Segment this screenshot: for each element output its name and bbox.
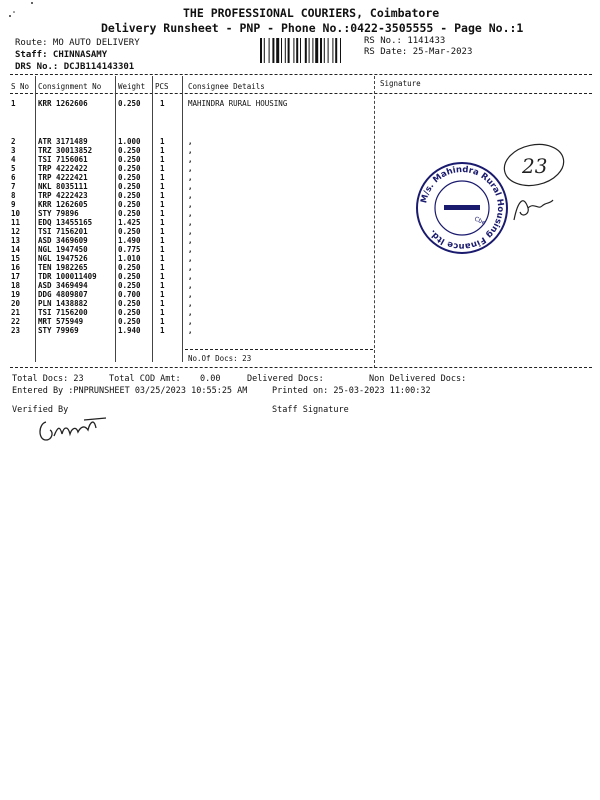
row-consignment: DDG 4809807	[38, 290, 88, 299]
barcode	[260, 38, 358, 63]
barcode-bar	[293, 38, 294, 63]
barcode-bar	[300, 38, 301, 63]
row-sno: 23	[11, 326, 21, 335]
row-consignee: ,	[188, 299, 193, 308]
column-header-pcs: PCS	[155, 82, 169, 91]
barcode-bar	[340, 38, 341, 63]
row-sno: 14	[11, 245, 21, 254]
table-bottom-divider	[10, 367, 592, 368]
total-cod-label: Total COD Amt:	[109, 374, 181, 384]
row-weight: 0.250	[118, 164, 141, 173]
row-pcs: 1	[160, 99, 165, 108]
rs-number: RS No.: 1141433	[364, 36, 446, 46]
row-consignment: ASD 3469494	[38, 281, 88, 290]
row-weight: 0.250	[118, 308, 141, 317]
row-consignee: ,	[188, 290, 193, 299]
row-consignment: TRP 4222421	[38, 173, 88, 182]
row-pcs: 1	[160, 272, 165, 281]
row-weight: 0.250	[118, 263, 141, 272]
row-sno: 20	[11, 299, 21, 308]
row-weight: 0.250	[118, 146, 141, 155]
row-weight: 0.250	[118, 299, 141, 308]
verified-by-label: Verified By	[12, 405, 69, 415]
verifier-signature	[36, 414, 110, 444]
table-row	[0, 299, 600, 307]
table-header-divider	[10, 93, 592, 94]
staff-label: Staff: CHINNASAMY	[15, 50, 108, 60]
table-row	[0, 281, 600, 289]
row-pcs: 1	[160, 146, 165, 155]
drs-number: DRS No.: DCJB114143301	[15, 62, 135, 72]
row-pcs: 1	[160, 326, 165, 335]
row-consignee: ,	[188, 263, 193, 272]
row-consignment: NGL 1947450	[38, 245, 88, 254]
row-consignment: ATR 3171489	[38, 137, 88, 146]
row-consignment: NKL 8035111	[38, 182, 88, 191]
column-header-consignment: Consignment No	[38, 82, 102, 91]
row-weight: 1.940	[118, 326, 141, 335]
delivered-docs: Delivered Docs:	[247, 374, 324, 384]
barcode-bar	[328, 38, 329, 63]
row-sno: 12	[11, 227, 21, 236]
scan-specks	[4, 0, 34, 20]
receiver-signature	[510, 190, 555, 225]
row-pcs: 1	[160, 191, 165, 200]
table-row	[0, 272, 600, 280]
row-consignment: TDR 100011409	[38, 272, 97, 281]
row-sno: 19	[11, 290, 21, 299]
barcode-bar	[315, 38, 318, 63]
total-cod-value: 0.00	[200, 374, 221, 384]
row-pcs: 1	[160, 218, 165, 227]
row-sno: 13	[11, 236, 21, 245]
barcode-bar	[269, 38, 270, 63]
barcode-bar	[309, 38, 310, 63]
row-sno: 8	[11, 191, 16, 200]
row-weight: 0.250	[118, 173, 141, 182]
row-weight: 0.250	[118, 227, 141, 236]
row-pcs: 1	[160, 155, 165, 164]
barcode-bar	[264, 38, 265, 63]
row-consignee: ,	[188, 173, 193, 182]
row-pcs: 1	[160, 281, 165, 290]
row-pcs: 1	[160, 137, 165, 146]
column-header-sno: S No	[11, 82, 30, 91]
row-consignment: TRP 4222423	[38, 191, 88, 200]
table-row	[0, 308, 600, 316]
total-docs: Total Docs: 23	[12, 374, 84, 384]
row-sno: 15	[11, 254, 21, 263]
row-consignee: ,	[188, 317, 193, 326]
row-weight: 1.425	[118, 218, 141, 227]
row-weight: 0.250	[118, 209, 141, 218]
table-row	[0, 254, 600, 262]
row-pcs: 1	[160, 182, 165, 191]
row-sno: 7	[11, 182, 16, 191]
row-consignee: ,	[188, 272, 193, 281]
row-consignment: TRZ 30013852	[38, 146, 93, 155]
staff-signature-label: Staff Signature	[272, 405, 349, 415]
row-consignment: TRP 4222422	[38, 164, 88, 173]
row-sno: 5	[11, 164, 16, 173]
company-title: THE PROFESSIONAL COURIERS, Coimbatore	[183, 6, 440, 20]
row-consignment: PLN 1438882	[38, 299, 88, 308]
barcode-bar	[272, 38, 274, 63]
company-seal-stamp	[414, 160, 510, 256]
non-delivered-docs: Non Delivered Docs:	[369, 374, 467, 384]
entered-by: Entered By :PNPRUNSHEET 03/25/2023 10:55:25 AM	[12, 386, 248, 396]
barcode-bar	[320, 38, 322, 63]
row-pcs: 1	[160, 173, 165, 182]
row-consignee: ,	[188, 227, 193, 236]
row-consignee: ,	[188, 164, 193, 173]
row-consignee: ,	[188, 137, 193, 146]
row-sno: 17	[11, 272, 21, 281]
runsheet-title: Delivery Runsheet - PNP - Phone No.:0422-3505555 - Page No.:1	[101, 21, 524, 35]
row-sno: 3	[11, 146, 16, 155]
barcode-bar	[332, 38, 333, 63]
table-top-divider	[10, 74, 592, 75]
row-pcs: 1	[160, 263, 165, 272]
barcode-bar	[281, 38, 282, 63]
row-consignee: ,	[188, 326, 193, 335]
table-row	[0, 236, 600, 244]
row-weight: 1.490	[118, 236, 141, 245]
row-pcs: 1	[160, 245, 165, 254]
row-consignee: ,	[188, 200, 193, 209]
row-consignment: KRR 1262605	[38, 200, 88, 209]
table-row	[0, 245, 600, 253]
row-consignee: ,	[188, 254, 193, 263]
row-sno: 9	[11, 200, 16, 209]
row-pcs: 1	[160, 290, 165, 299]
row-consignee: ,	[188, 308, 193, 317]
row-consignee: ,	[188, 209, 193, 218]
row-sno: 22	[11, 317, 21, 326]
row-weight: 1.010	[118, 254, 141, 263]
printed-on: Printed on: 25-03-2023 11:00:32	[272, 386, 431, 396]
row-pcs: 1	[160, 227, 165, 236]
table-row	[0, 99, 600, 107]
column-header-consignee: Consignee Details	[188, 82, 265, 91]
row-pcs: 1	[160, 317, 165, 326]
seal-text: M/s. Mahindra Rural Housing Finance ltd.	[419, 164, 506, 252]
barcode-bar	[305, 38, 307, 63]
row-consignment: KRR 1262606	[38, 99, 88, 108]
row-consignment: TSI 7156061	[38, 155, 88, 164]
row-pcs: 1	[160, 236, 165, 245]
row-pcs: 1	[160, 164, 165, 173]
row-consignee: ,	[188, 146, 193, 155]
row-sno: 2	[11, 137, 16, 146]
column-header-signature: Signature	[380, 79, 421, 88]
row-consignee: ,	[188, 218, 193, 227]
barcode-bar	[324, 38, 325, 63]
row-consignment: ASD 3469609	[38, 236, 88, 245]
barcode-bar	[312, 38, 313, 63]
row-consignee: ,	[188, 155, 193, 164]
barcode-bar	[288, 38, 290, 63]
row-weight: 0.250	[118, 99, 141, 108]
row-sno: 21	[11, 308, 21, 317]
row-sno: 6	[11, 173, 16, 182]
column-header-weight: Weight	[118, 82, 146, 91]
row-weight: 0.250	[118, 155, 141, 164]
row-consignee: ,	[188, 236, 193, 245]
handwritten-number: 23	[522, 154, 548, 178]
barcode-bar	[335, 38, 337, 63]
row-consignment: STY 79969	[38, 326, 79, 335]
row-consignee: ,	[188, 182, 193, 191]
row-weight: 0.775	[118, 245, 141, 254]
barcode-bar	[276, 38, 279, 63]
table-row	[0, 263, 600, 271]
row-weight: 0.250	[118, 182, 141, 191]
row-weight: 1.000	[118, 137, 141, 146]
row-pcs: 1	[160, 200, 165, 209]
row-consignee: MAHINDRA RURAL HOUSING	[188, 99, 288, 108]
svg-text:Cbe: Cbe	[473, 215, 487, 227]
row-weight: 0.250	[118, 200, 141, 209]
row-consignment: TEN 1982265	[38, 263, 88, 272]
row-sno: 16	[11, 263, 21, 272]
row-consignment: TSI 7156200	[38, 308, 88, 317]
row-pcs: 1	[160, 299, 165, 308]
table-row	[0, 326, 600, 334]
handwritten-circled-number	[500, 140, 570, 190]
row-sno: 10	[11, 209, 21, 218]
row-weight: 0.250	[118, 281, 141, 290]
table-row	[0, 290, 600, 298]
table-row	[0, 227, 600, 235]
row-pcs: 1	[160, 308, 165, 317]
row-consignment: TSI 7156201	[38, 227, 88, 236]
row-consignment: EDQ 13455165	[38, 218, 93, 227]
row-weight: 0.250	[118, 191, 141, 200]
row-sno: 11	[11, 218, 21, 227]
row-pcs: 1	[160, 254, 165, 263]
row-sno: 4	[11, 155, 16, 164]
row-weight: 0.250	[118, 317, 141, 326]
row-consignee: ,	[188, 281, 193, 290]
barcode-bar	[296, 38, 298, 63]
route-label: Route: MO AUTO DELIVERY	[15, 38, 140, 48]
row-weight: 0.250	[118, 272, 141, 281]
row-consignee: ,	[188, 245, 193, 254]
docs-divider	[185, 349, 373, 350]
row-consignment: MRT 575949	[38, 317, 84, 326]
rs-date: RS Date: 25-Mar-2023	[364, 47, 473, 57]
row-sno: 18	[11, 281, 21, 290]
row-pcs: 1	[160, 209, 165, 218]
barcode-bar	[285, 38, 286, 63]
table-row	[0, 317, 600, 325]
row-sno: 1	[11, 99, 16, 108]
no-of-docs: No.Of Docs: 23	[188, 354, 252, 363]
row-consignment: NGL 1947526	[38, 254, 88, 263]
row-consignee: ,	[188, 191, 193, 200]
row-consignment: STY 79896	[38, 209, 79, 218]
row-weight: 0.700	[118, 290, 141, 299]
barcode-bar	[260, 38, 262, 63]
